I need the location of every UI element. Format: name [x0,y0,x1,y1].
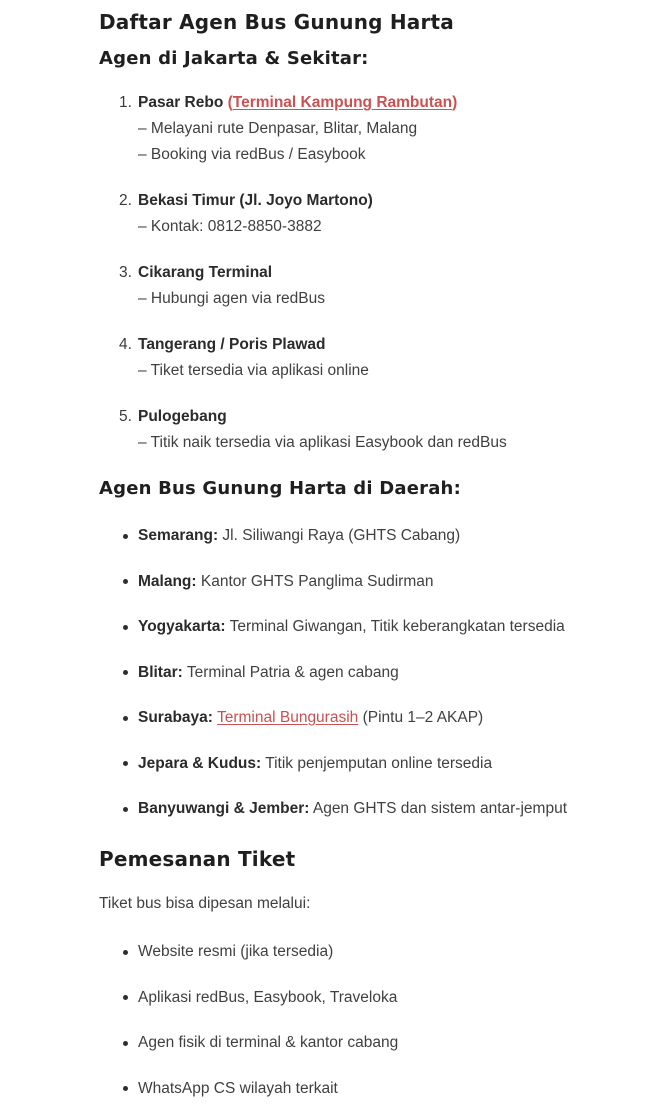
city-label: Banyuwangi & Jember: [138,800,310,817]
bullet-marker [123,534,128,539]
city-label: Yogyakarta: [138,618,226,635]
city-label: Jepara & Kudus: [138,754,262,772]
agent-name: Pasar Rebo [138,94,228,111]
list-item-yogyakarta [99,614,630,640]
bullet-marker [123,1041,128,1046]
section-jakarta-heading: Agen di Jakarta & Sekitar: [99,48,369,69]
list-item-detail: – Booking via redBus / Easybook [138,146,366,163]
list-item-jepara-kudus [99,751,630,777]
section-pemesanan-heading: Pemesanan Tiket [99,847,296,871]
channel-text: Aplikasi redBus, Easybook, Traveloka [138,988,398,1006]
bullet-marker [123,670,128,675]
daerah-agent-list [99,523,630,822]
city-detail: Terminal Patria & agen cabang [182,663,399,681]
list-item-detail: – Hubungi agen via redBus [138,290,325,307]
list-item-detail: – Melayani rute Denpasar, Blitar, Malang [138,120,418,137]
list-item-blitar [99,660,630,686]
city-label: Semarang: [138,527,219,544]
bullet-marker [123,1086,128,1091]
jakarta-agent-list [99,90,630,456]
list-item-surabaya [99,705,630,731]
list-item-whatsapp [99,1076,630,1102]
city-detail: Terminal Giwangan, Titik keberangkatan tersedia [225,618,565,635]
page-title: Daftar Agen Bus Gunung Harta [99,10,454,34]
paren-open: ( [227,94,233,111]
city-detail: (Pintu 1–2 AKAP) [358,709,484,726]
channel-text: WhatsApp CS wilayah terkait [138,1079,338,1097]
list-number: 1. [119,94,132,111]
terminal-kampung-rambutan-link[interactable]: Terminal Kampung Rambutan [232,94,453,111]
list-item-malang [99,569,630,595]
list-number: 2. [119,192,132,209]
bullet-marker [123,761,128,766]
list-item-pasar-rebo [99,90,630,168]
list-item-agen-fisik [99,1030,630,1056]
agent-name: Cikarang Terminal [138,264,273,281]
agent-name: Pulogebang [138,408,227,425]
pemesanan-intro: Tiket bus bisa dipesan melalui: [99,895,311,912]
city-detail: Jl. Siliwangi Raya (GHTS Cabang) [218,527,461,544]
paren-close: ) [452,94,458,111]
city-detail: Titik penjemputan online tersedia [261,754,493,772]
list-number: 4. [119,336,132,353]
list-item-detail: – Kontak: 0812-8850-3882 [138,218,322,235]
list-item-bekasi-timur [99,188,630,240]
list-item-detail: – Titik naik tersedia via aplikasi Easybook dan redBus [138,434,507,451]
list-item-semarang [99,523,630,549]
list-item-website [99,939,630,965]
pemesanan-channel-list [99,939,630,1102]
list-item-detail: – Tiket tersedia via aplikasi online [138,362,369,379]
channel-text: Agen fisik di terminal & kantor cabang [138,1034,399,1051]
bullet-marker [123,579,128,584]
city-detail: Agen GHTS dan sistem antar-jemput [309,800,567,817]
agent-name: Bekasi Timur (Jl. Joyo Martono) [138,192,373,209]
bullet-marker [123,995,128,1000]
city-label: Malang: [138,572,197,590]
agent-name: Tangerang / Poris Plawad [138,336,326,353]
bullet-marker [123,625,128,630]
city-label: Blitar: [138,663,183,681]
list-item-banyuwangi-jember [99,796,630,822]
list-number: 3. [119,264,132,281]
bullet-marker [123,807,128,812]
list-item-pulogebang [99,404,630,456]
city-label: Surabaya: [138,709,213,726]
bullet-marker [123,716,128,721]
bullet-marker [123,950,128,955]
list-number: 5. [119,408,132,425]
list-item-tangerang [99,332,630,384]
list-item-title [138,90,630,116]
list-item-aplikasi [99,985,630,1011]
section-daerah-heading: Agen Bus Gunung Harta di Daerah: [99,478,461,499]
terminal-bungurasih-link[interactable]: Terminal Bungurasih [216,709,359,726]
list-item-cikarang [99,260,630,312]
channel-text: Website resmi (jika tersedia) [138,943,334,960]
city-detail: Kantor GHTS Panglima Sudirman [196,572,434,590]
